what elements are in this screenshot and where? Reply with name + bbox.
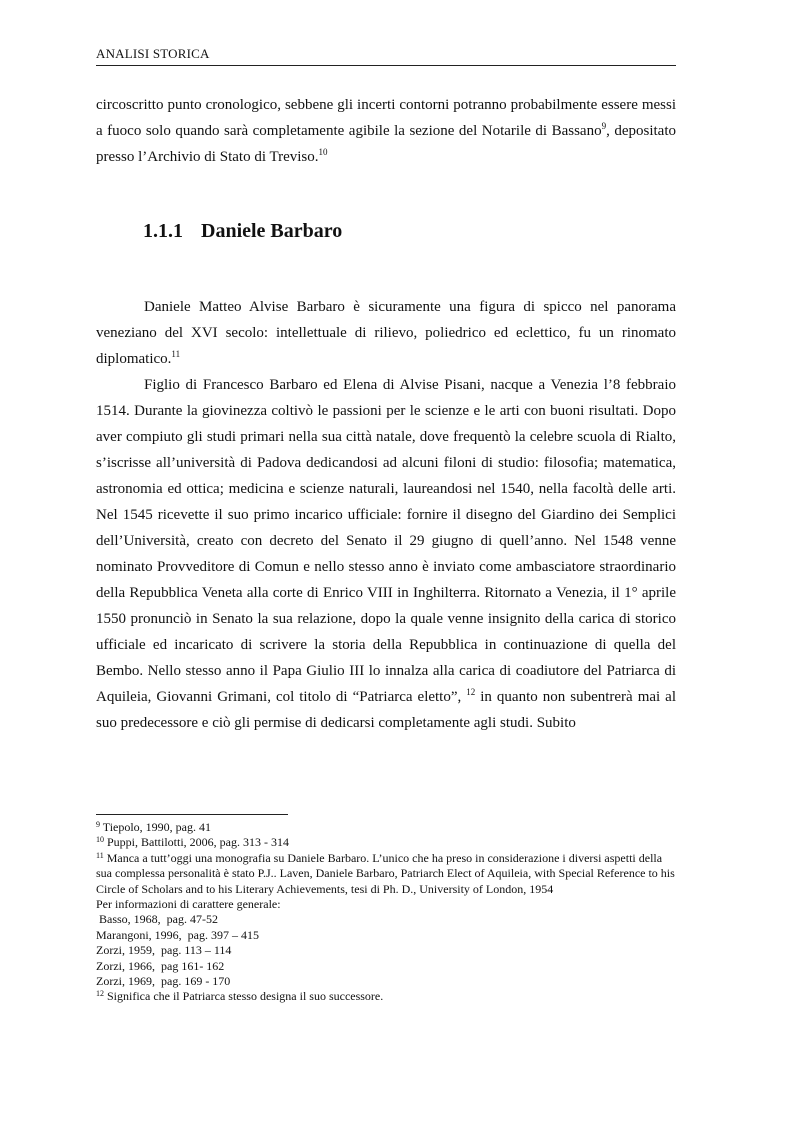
footnote-text: Tiepolo, 1990, pag. 41	[100, 820, 212, 834]
footnote-reference: Zorzi, 1966, pag 161- 162	[96, 958, 225, 973]
footnote-text: Puppi, Battilotti, 2006, pag. 313 - 314	[104, 835, 289, 850]
paragraph-text: Figlio di Francesco Barbaro ed Elena di Alvise Pisani, nacque a Venezia l’8 febbraio 1514. Durante la giovinezza coltivò le passioni per le scienze e le arti con buoni risultati. Dopo aver compiuto gli studi primari nella sua città natale, dove frequentò la celebre scuola di Rialto, s’iscrisse all’università di Padova dedicandosi ad alcuni filoni di studio: filosofia; matematica, astronomia ed ottica; medicina e scienze naturali, laureandosi nel 1540, nella facoltà delle arti. Nel 1545 ricevette il suo primo incarico ufficiale: fornire il disegno del Giardino dei Semplici dell’Università, creato con decreto del Senato il 29 giugno di quell’anno. Nel 1548 venne nominato Provveditore di Comun e nello stesso anno è inviato come ambasciatore straordinario della Repubblica Veneta alla corte di Enrico VIII in Inghilterra. Ritornato a Venezia, il 1° aprile 1550 pronunciò in Senato la sua relazione, dopo la quale venne insignito della carica di storico ufficiale ed incaricato di scrivere la storia della Repubblica in continuazione di quella del Bembo. Nello stesso anno il Papa Giulio III lo innalza alla carica di coadiutore del Patriarca di Aquileia, Giovanni Grimani, col titolo di “Patriarca eletto”,	[96, 377, 676, 705]
footnote-10	[96, 835, 676, 850]
footnote-11-intro: Per informazioni di carattere generale:	[96, 897, 281, 912]
paragraph-introduction-barbaro	[96, 294, 676, 372]
section-number: 1.1.1	[143, 220, 183, 242]
footnote-reference: Zorzi, 1969, pag. 169 - 170	[96, 974, 231, 989]
paragraph-intro	[96, 92, 676, 170]
header-rule	[96, 65, 676, 66]
paragraph-text: in quanto non subentrerà mai al suo predecessore e ciò gli permise di dedicarsi completamente agli studi. Subito	[96, 689, 677, 731]
footnote-ref-12[interactable]: 12	[466, 687, 476, 697]
paragraph-biography	[96, 372, 676, 736]
footnote-reference: Basso, 1968, pag. 47-52	[96, 912, 218, 927]
section-title: Daniele Barbaro	[201, 220, 343, 242]
footnote-ref-10[interactable]: 10	[318, 147, 328, 157]
footnote-number: 11	[96, 850, 104, 860]
paragraph-text: Daniele Matteo Alvise Barbaro è sicuramente una figura di spicco nel panorama veneziano del XVI secolo: intellettuale di rilievo, poliedrico ed eclettico, fu un rinomato diplomatico.	[96, 299, 676, 367]
footnote-text: Significa che il Patriarca stesso designa il suo successore.	[104, 989, 384, 1004]
footnote-separator	[96, 814, 288, 815]
footnote-reference: Marangoni, 1996, pag. 397 – 415	[96, 927, 259, 942]
footnote-number: 9	[96, 820, 100, 829]
footnote-number: 12	[96, 989, 104, 999]
footnote-reference: Zorzi, 1959, pag. 113 – 114	[96, 943, 232, 958]
footnote-9	[96, 820, 676, 835]
paragraph-text: circoscritto punto cronologico, sebbene gli incerti contorni potranno probabilmente essere messi a fuoco solo quando sarà completamente agibile la sezione del Notarile di Bassano	[96, 97, 676, 139]
footnotes	[96, 820, 676, 1005]
footnote-ref-9[interactable]: 9	[601, 121, 607, 131]
footnote-11	[96, 851, 676, 897]
running-header: ANALISI STORICA	[96, 46, 210, 61]
section-heading	[143, 220, 342, 243]
footnote-number: 10	[96, 835, 104, 845]
footnote-12	[96, 989, 676, 1004]
footnote-ref-11[interactable]: 11	[171, 349, 181, 359]
footnote-text: Manca a tutt’oggi una monografia su Daniele Barbaro. L’unico che ha preso in considerazione i diversi aspetti della sua complessa personalità è stato P.J.. Laven, Daniele Barbaro, Patriarch Elect of Aquileia, with Special Reference to his Circle of Scholars and to his Literary Achievements, tesi di Ph. D., University of London, 1954	[96, 850, 675, 896]
paragraph-text: , depositato presso l’Archivio di Stato di Treviso.	[96, 123, 676, 165]
